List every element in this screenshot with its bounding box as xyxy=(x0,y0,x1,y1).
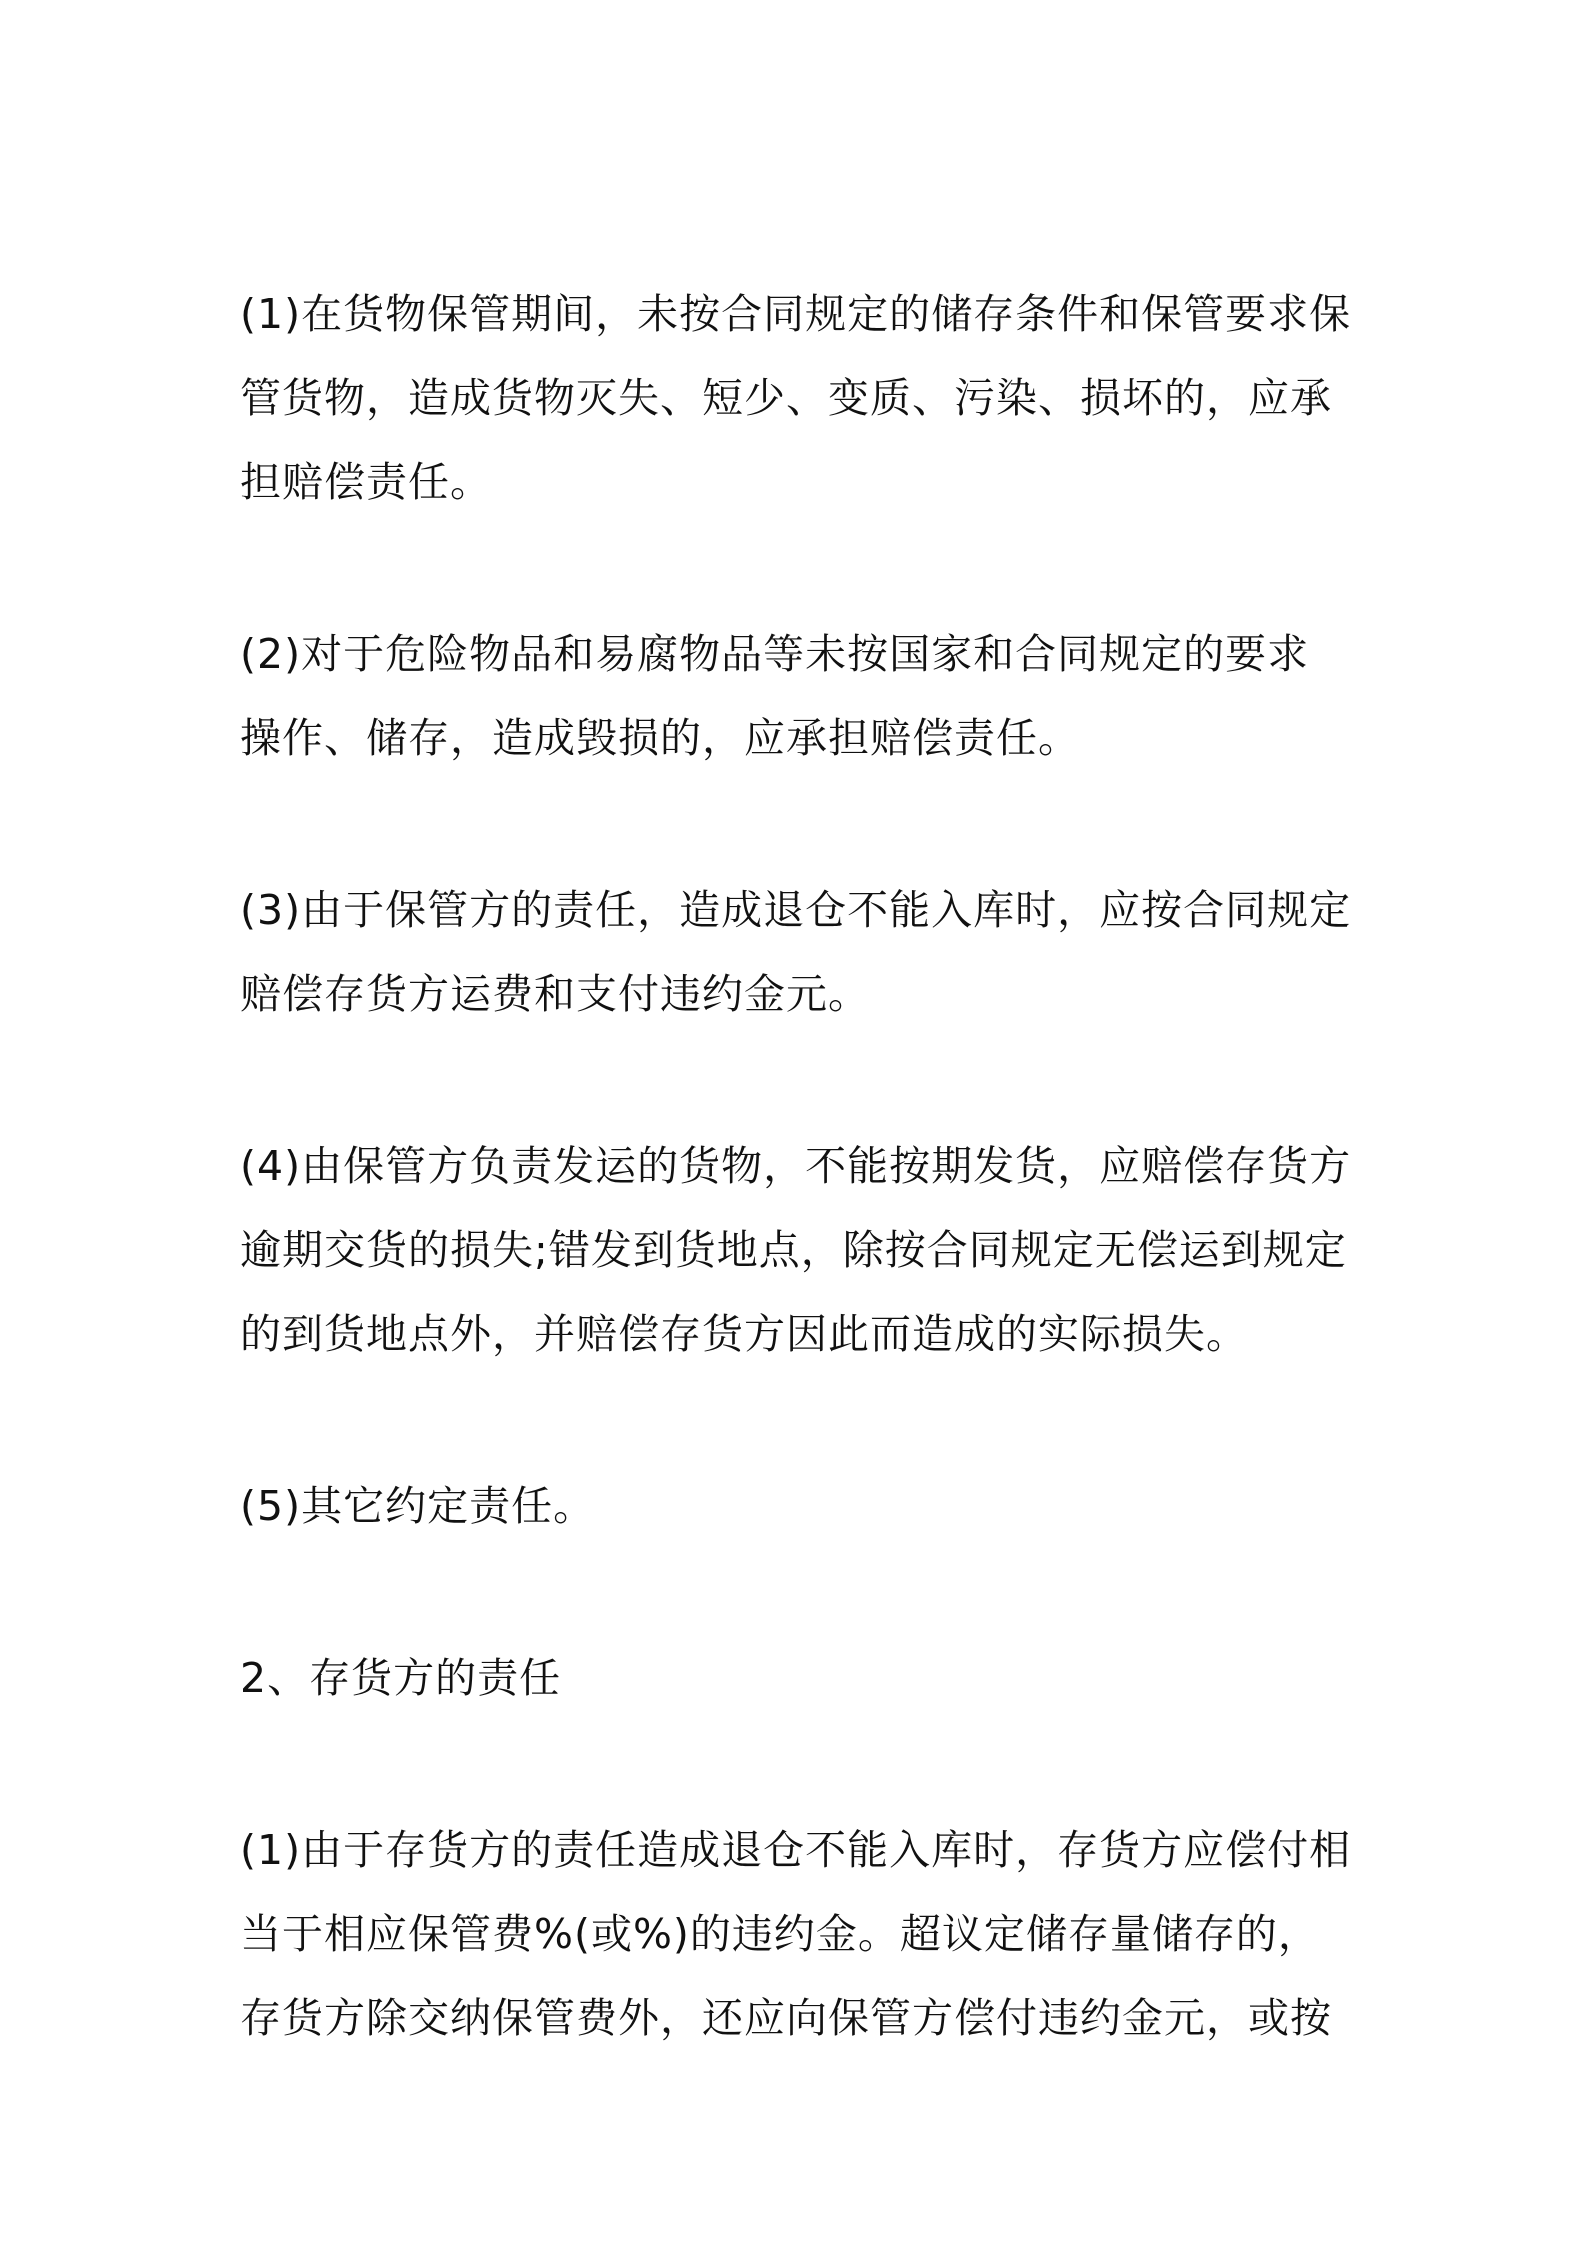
paragraph-line: 赔偿存货方运费和支付违约金元。 xyxy=(240,970,870,1018)
section-heading: 2、存货方的责任 xyxy=(240,1654,562,1702)
paragraph-line: (1)在货物保管期间，未按合同规定的储存条件和保管要求保 xyxy=(240,290,1352,338)
paragraph-line: 管货物，造成货物灭失、短少、变质、污染、损坏的，应承 xyxy=(240,374,1332,422)
paragraph-2 xyxy=(240,612,1360,780)
paragraph-line: (4)由保管方负责发运的货物，不能按期发货，应赔偿存货方 xyxy=(240,1142,1352,1190)
paragraph-line: (1)由于存货方的责任造成退仓不能入库时，存货方应偿付相 xyxy=(240,1826,1352,1874)
paragraph-line: (3)由于保管方的责任，造成退仓不能入库时，应按合同规定 xyxy=(240,886,1352,934)
paragraph-line: 操作、储存，造成毁损的，应承担赔偿责任。 xyxy=(240,714,1080,762)
paragraph-gap xyxy=(240,524,1360,612)
paragraph-gap xyxy=(240,1720,1360,1808)
paragraph-line: 担赔偿责任。 xyxy=(240,458,492,506)
paragraph-line: 当于相应保管费%(或%)的违约金。超议定储存量储存的， xyxy=(240,1910,1320,1958)
paragraph-4 xyxy=(240,1124,1360,1376)
document-body xyxy=(240,272,1360,2060)
paragraph-1 xyxy=(240,272,1360,524)
paragraph-gap xyxy=(240,1036,1360,1124)
paragraph-line: 存货方除交纳保管费外，还应向保管方偿付违约金元，或按 xyxy=(240,1994,1332,2042)
paragraph-gap xyxy=(240,1376,1360,1464)
paragraph-gap xyxy=(240,1548,1360,1636)
paragraph-3 xyxy=(240,868,1360,1036)
paragraph-line: 逾期交货的损失;错发到货地点，除按合同规定无偿运到规定 xyxy=(240,1226,1347,1274)
paragraph-gap xyxy=(240,780,1360,868)
paragraph-5 xyxy=(240,1464,1360,1548)
paragraph-line: (2)对于危险物品和易腐物品等未按国家和合同规定的要求 xyxy=(240,630,1310,678)
section-paragraph-1 xyxy=(240,1808,1360,2060)
paragraph-line: (5)其它约定责任。 xyxy=(240,1482,596,1530)
paragraph-line: 的到货地点外，并赔偿存货方因此而造成的实际损失。 xyxy=(240,1310,1248,1358)
